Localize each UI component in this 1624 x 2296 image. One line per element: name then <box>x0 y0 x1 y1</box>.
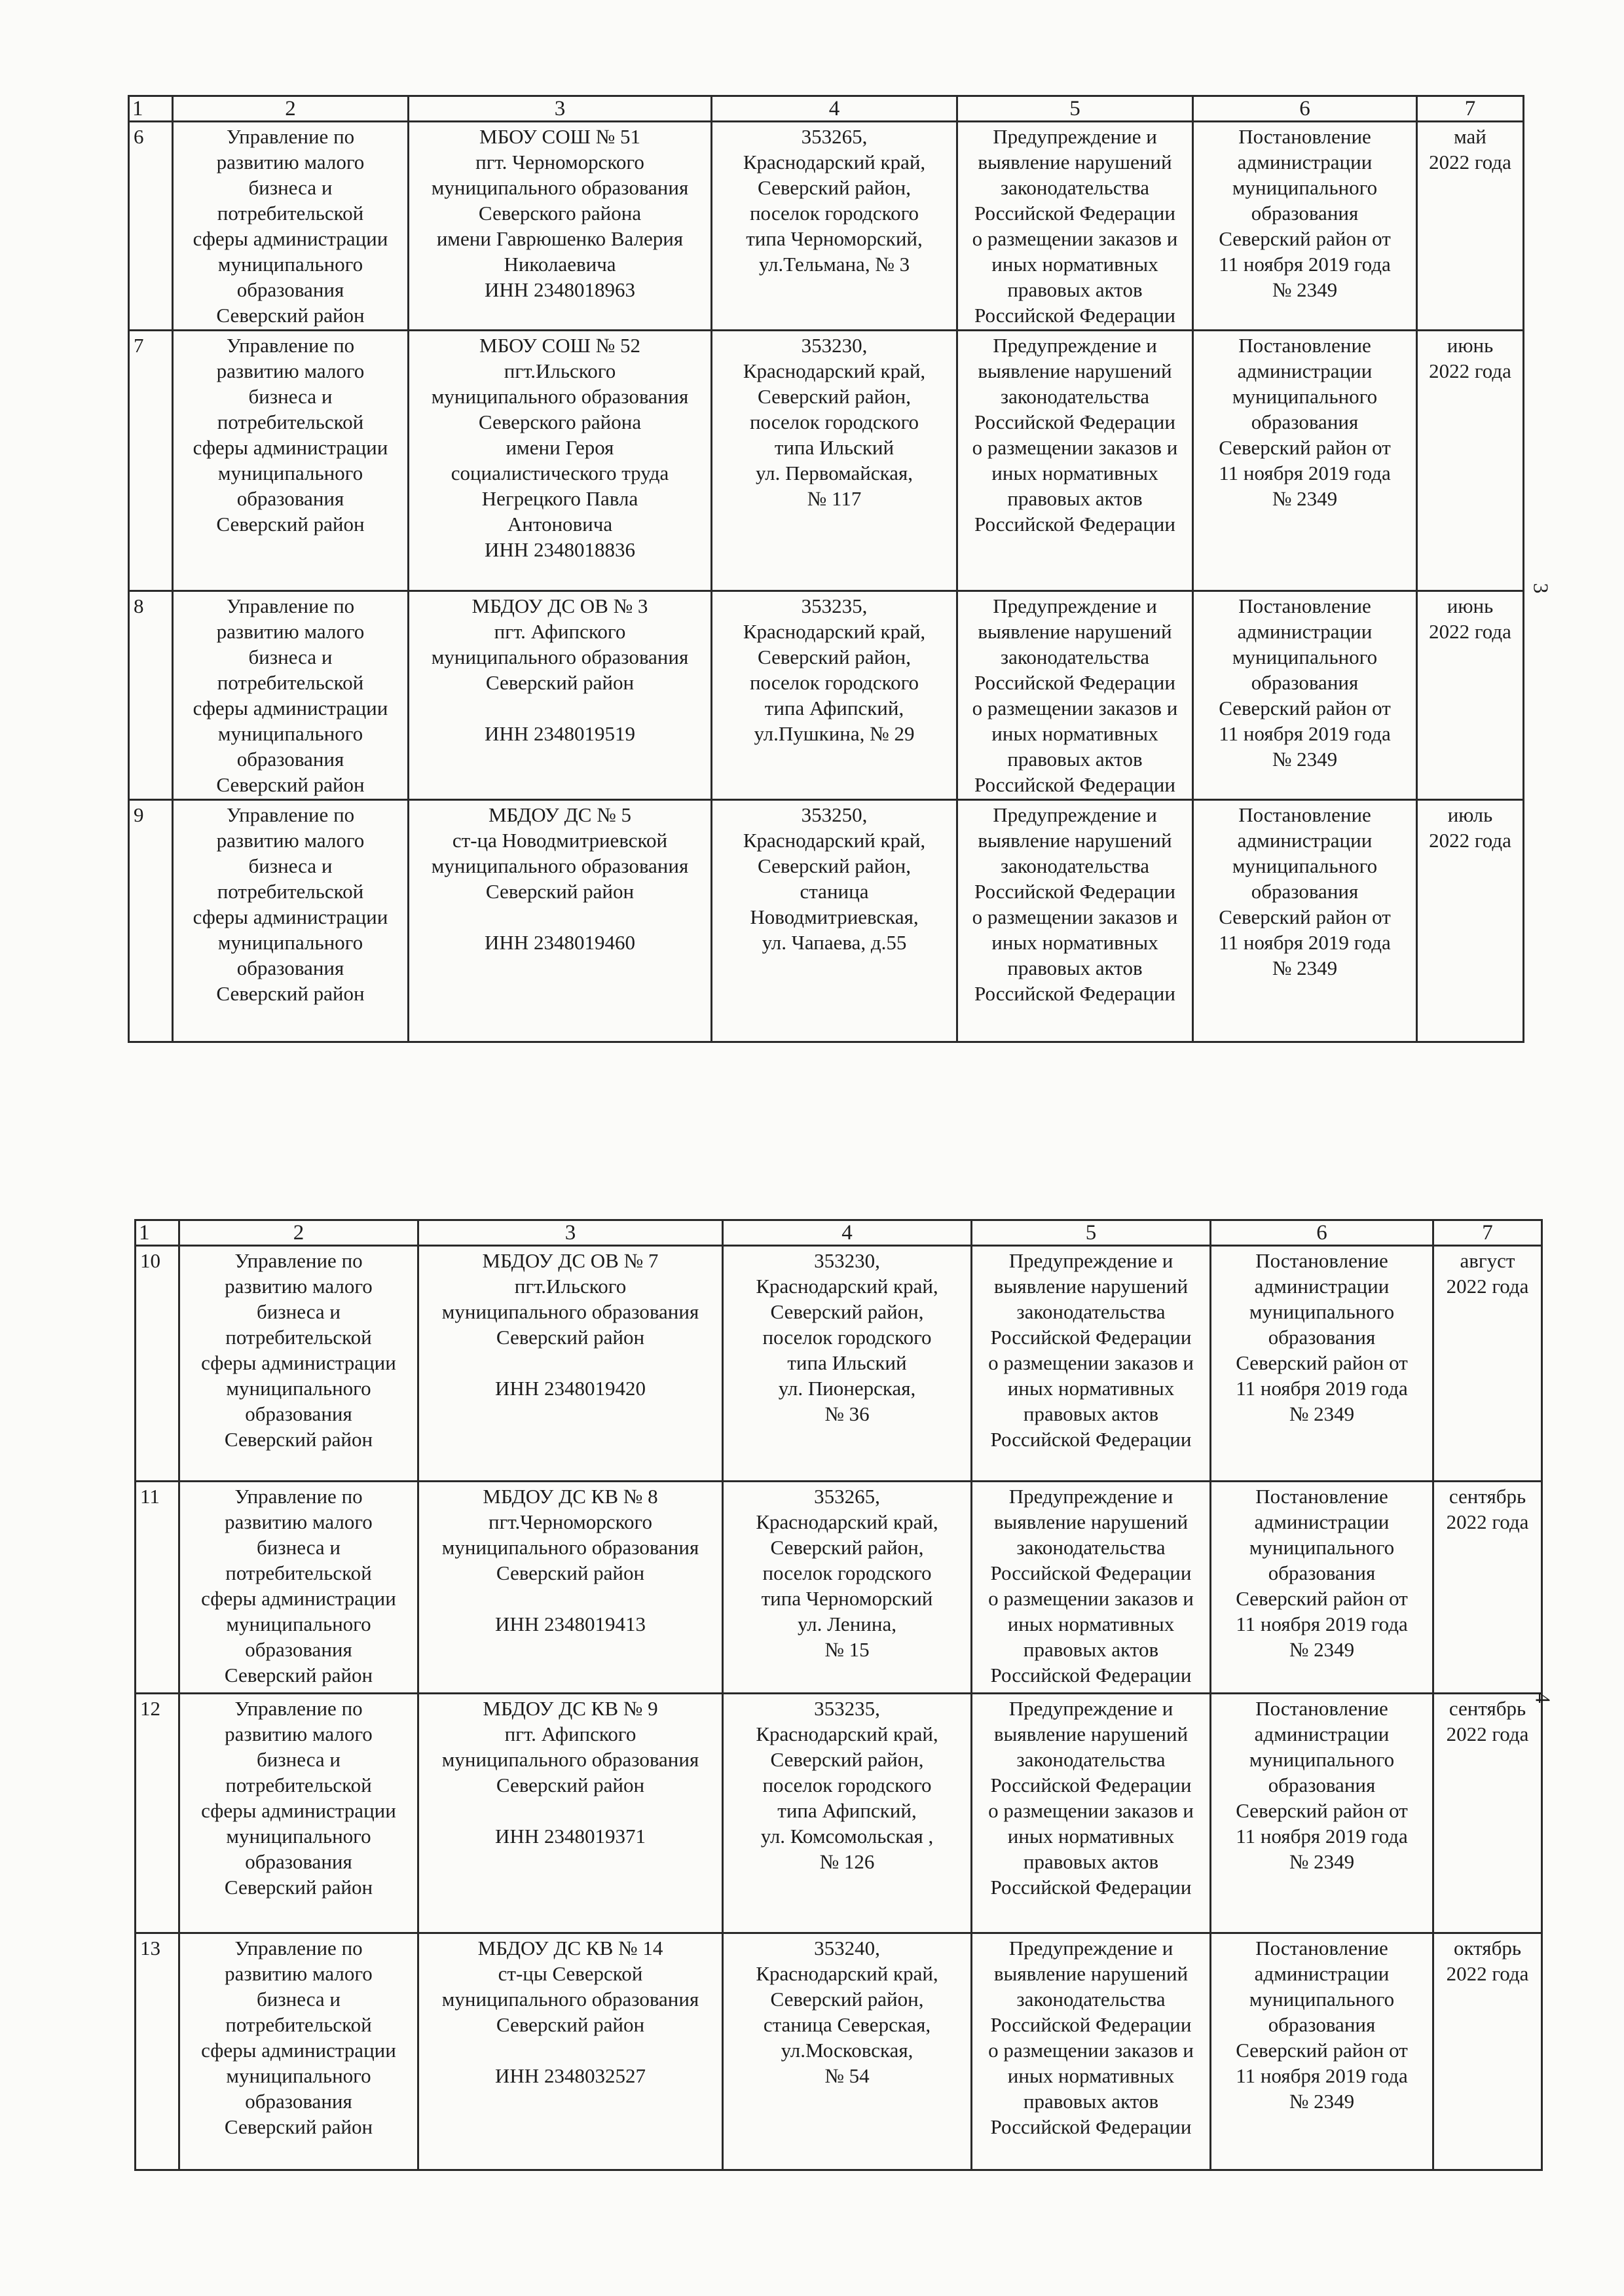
subject-cell: Предупреждение и выявление нарушений законодательства Российской Федерации о размещении заказов и иных нормативных правовых актов Российской Федерации <box>957 800 1193 1042</box>
table-row <box>136 1246 1542 1482</box>
inspection-table <box>134 1219 1543 2171</box>
basis-cell: Постановление администрации муниципального образования Северский район от 11 ноября 2019 года № 2349 <box>1211 1482 1433 1694</box>
subject-cell: Предупреждение и выявление нарушений законодательства Российской Федерации о размещении заказов и иных нормативных правовых актов Российской Федерации <box>972 1694 1211 1933</box>
page-number: 4 <box>1531 1692 1555 1704</box>
organizer-cell: Управление по развитию малого бизнеса и потребительской сферы администрации муниципального образования Северский район <box>179 1694 418 1933</box>
term-cell: сентябрь 2022 года <box>1433 1694 1542 1933</box>
header-row <box>136 1220 1542 1246</box>
page-number: 3 <box>1529 583 1553 594</box>
column-number: 1 <box>129 96 173 122</box>
column-number: 5 <box>972 1220 1211 1246</box>
organizer-cell: Управление по развитию малого бизнеса и потребительской сферы администрации муниципального образования Северский район <box>173 331 409 591</box>
term-cell: октябрь 2022 года <box>1433 1933 1542 2170</box>
institution-cell: МБОУ СОШ № 51 пгт. Черноморского муниципального образования Северского района имени Гаврюшенко Валерия Николаевича ИНН 2348018963 <box>409 122 712 331</box>
address-cell: 353235, Краснодарский край, Северский район, поселок городского типа Афипский, ул.Пушкина, № 29 <box>712 591 957 800</box>
subject-cell: Предупреждение и выявление нарушений законодательства Российской Федерации о размещении заказов и иных нормативных правовых актов Российской Федерации <box>957 122 1193 331</box>
term-cell: июнь 2022 года <box>1417 331 1524 591</box>
schedule-table-first <box>128 95 1522 1043</box>
basis-cell: Постановление администрации муниципального образования Северский район от 11 ноября 2019 года № 2349 <box>1193 591 1417 800</box>
subject-cell: Предупреждение и выявление нарушений законодательства Российской Федерации о размещении заказов и иных нормативных правовых актов Российской Федерации <box>972 1482 1211 1694</box>
table-row <box>136 1482 1542 1694</box>
inspection-table <box>128 95 1524 1043</box>
row-number: 10 <box>136 1246 179 1482</box>
subject-cell: Предупреждение и выявление нарушений законодательства Российской Федерации о размещении заказов и иных нормативных правовых актов Российской Федерации <box>972 1246 1211 1482</box>
basis-cell: Постановление администрации муниципального образования Северский район от 11 ноября 2019 года № 2349 <box>1211 1246 1433 1482</box>
column-number: 4 <box>723 1220 972 1246</box>
table-row <box>129 122 1524 331</box>
row-number: 7 <box>129 331 173 591</box>
institution-cell: МБДОУ ДС ОВ № 7 пгт.Ильского муниципального образования Северский район ИНН 2348019420 <box>418 1246 723 1482</box>
organizer-cell: Управление по развитию малого бизнеса и потребительской сферы администрации муниципального образования Северский район <box>179 1933 418 2170</box>
column-number: 1 <box>136 1220 179 1246</box>
organizer-cell: Управление по развитию малого бизнеса и потребительской сферы администрации муниципального образования Северский район <box>173 122 409 331</box>
address-cell: 353235, Краснодарский край, Северский район, поселок городского типа Афипский, ул. Комсомольская , № 126 <box>723 1694 972 1933</box>
schedule-table-second <box>134 1219 1541 2171</box>
organizer-cell: Управление по развитию малого бизнеса и потребительской сферы администрации муниципального образования Северский район <box>173 591 409 800</box>
column-number: 4 <box>712 96 957 122</box>
address-cell: 353230, Краснодарский край, Северский район, поселок городского типа Ильский ул. Первомайская, № 117 <box>712 331 957 591</box>
institution-cell: МБДОУ ДС КВ № 8 пгт.Черноморского муниципального образования Северский район ИНН 2348019413 <box>418 1482 723 1694</box>
term-cell: май 2022 года <box>1417 122 1524 331</box>
term-cell: август 2022 года <box>1433 1246 1542 1482</box>
column-number: 2 <box>173 96 409 122</box>
subject-cell: Предупреждение и выявление нарушений законодательства Российской Федерации о размещении заказов и иных нормативных правовых актов Российской Федерации <box>957 591 1193 800</box>
table-row <box>136 1933 1542 2170</box>
subject-cell: Предупреждение и выявление нарушений законодательства Российской Федерации о размещении заказов и иных нормативных правовых актов Российской Федерации <box>972 1933 1211 2170</box>
basis-cell: Постановление администрации муниципального образования Северский район от 11 ноября 2019 года № 2349 <box>1193 800 1417 1042</box>
column-number: 2 <box>179 1220 418 1246</box>
institution-cell: МБДОУ ДС ОВ № 3 пгт. Афипского муниципального образования Северский район ИНН 2348019519 <box>409 591 712 800</box>
header-row <box>129 96 1524 122</box>
table-row <box>129 800 1524 1042</box>
term-cell: сентябрь 2022 года <box>1433 1482 1542 1694</box>
address-cell: 353230, Краснодарский край, Северский район, поселок городского типа Ильский ул. Пионерская, № 36 <box>723 1246 972 1482</box>
basis-cell: Постановление администрации муниципального образования Северский район от 11 ноября 2019 года № 2349 <box>1193 331 1417 591</box>
term-cell: июнь 2022 года <box>1417 591 1524 800</box>
organizer-cell: Управление по развитию малого бизнеса и потребительской сферы администрации муниципального образования Северский район <box>173 800 409 1042</box>
column-number: 7 <box>1433 1220 1542 1246</box>
row-number: 9 <box>129 800 173 1042</box>
organizer-cell: Управление по развитию малого бизнеса и потребительской сферы администрации муниципального образования Северский район <box>179 1482 418 1694</box>
table-row <box>129 331 1524 591</box>
column-number: 7 <box>1417 96 1524 122</box>
organizer-cell: Управление по развитию малого бизнеса и потребительской сферы администрации муниципального образования Северский район <box>179 1246 418 1482</box>
address-cell: 353265, Краснодарский край, Северский район, поселок городского типа Черноморский, ул.Тельмана, № 3 <box>712 122 957 331</box>
column-number: 3 <box>409 96 712 122</box>
row-number: 6 <box>129 122 173 331</box>
table-row <box>136 1694 1542 1933</box>
row-number: 12 <box>136 1694 179 1933</box>
institution-cell: МБДОУ ДС КВ № 14 ст-цы Северской муниципального образования Северский район ИНН 2348032527 <box>418 1933 723 2170</box>
column-number: 5 <box>957 96 1193 122</box>
table-row <box>129 591 1524 800</box>
institution-cell: МБДОУ ДС КВ № 9 пгт. Афипского муниципального образования Северский район ИНН 2348019371 <box>418 1694 723 1933</box>
basis-cell: Постановление администрации муниципального образования Северский район от 11 ноября 2019 года № 2349 <box>1193 122 1417 331</box>
institution-cell: МБОУ СОШ № 52 пгт.Ильского муниципального образования Северского района имени Героя социалистического труда Негрецкого Павла Антоновича ИНН 2348018836 <box>409 331 712 591</box>
term-cell: июль 2022 года <box>1417 800 1524 1042</box>
row-number: 8 <box>129 591 173 800</box>
column-number: 6 <box>1211 1220 1433 1246</box>
subject-cell: Предупреждение и выявление нарушений законодательства Российской Федерации о размещении заказов и иных нормативных правовых актов Российской Федерации <box>957 331 1193 591</box>
address-cell: 353250, Краснодарский край, Северский район, станица Новодмитриевская, ул. Чапаева, д.55 <box>712 800 957 1042</box>
column-number: 3 <box>418 1220 723 1246</box>
address-cell: 353240, Краснодарский край, Северский район, станица Северская, ул.Московская, № 54 <box>723 1933 972 2170</box>
institution-cell: МБДОУ ДС № 5 ст-ца Новодмитриевской муниципального образования Северский район ИНН 2348019460 <box>409 800 712 1042</box>
basis-cell: Постановление администрации муниципального образования Северский район от 11 ноября 2019 года № 2349 <box>1211 1933 1433 2170</box>
row-number: 13 <box>136 1933 179 2170</box>
row-number: 11 <box>136 1482 179 1694</box>
address-cell: 353265, Краснодарский край, Северский район, поселок городского типа Черноморский ул. Ленина, № 15 <box>723 1482 972 1694</box>
basis-cell: Постановление администрации муниципального образования Северский район от 11 ноября 2019 года № 2349 <box>1211 1694 1433 1933</box>
column-number: 6 <box>1193 96 1417 122</box>
